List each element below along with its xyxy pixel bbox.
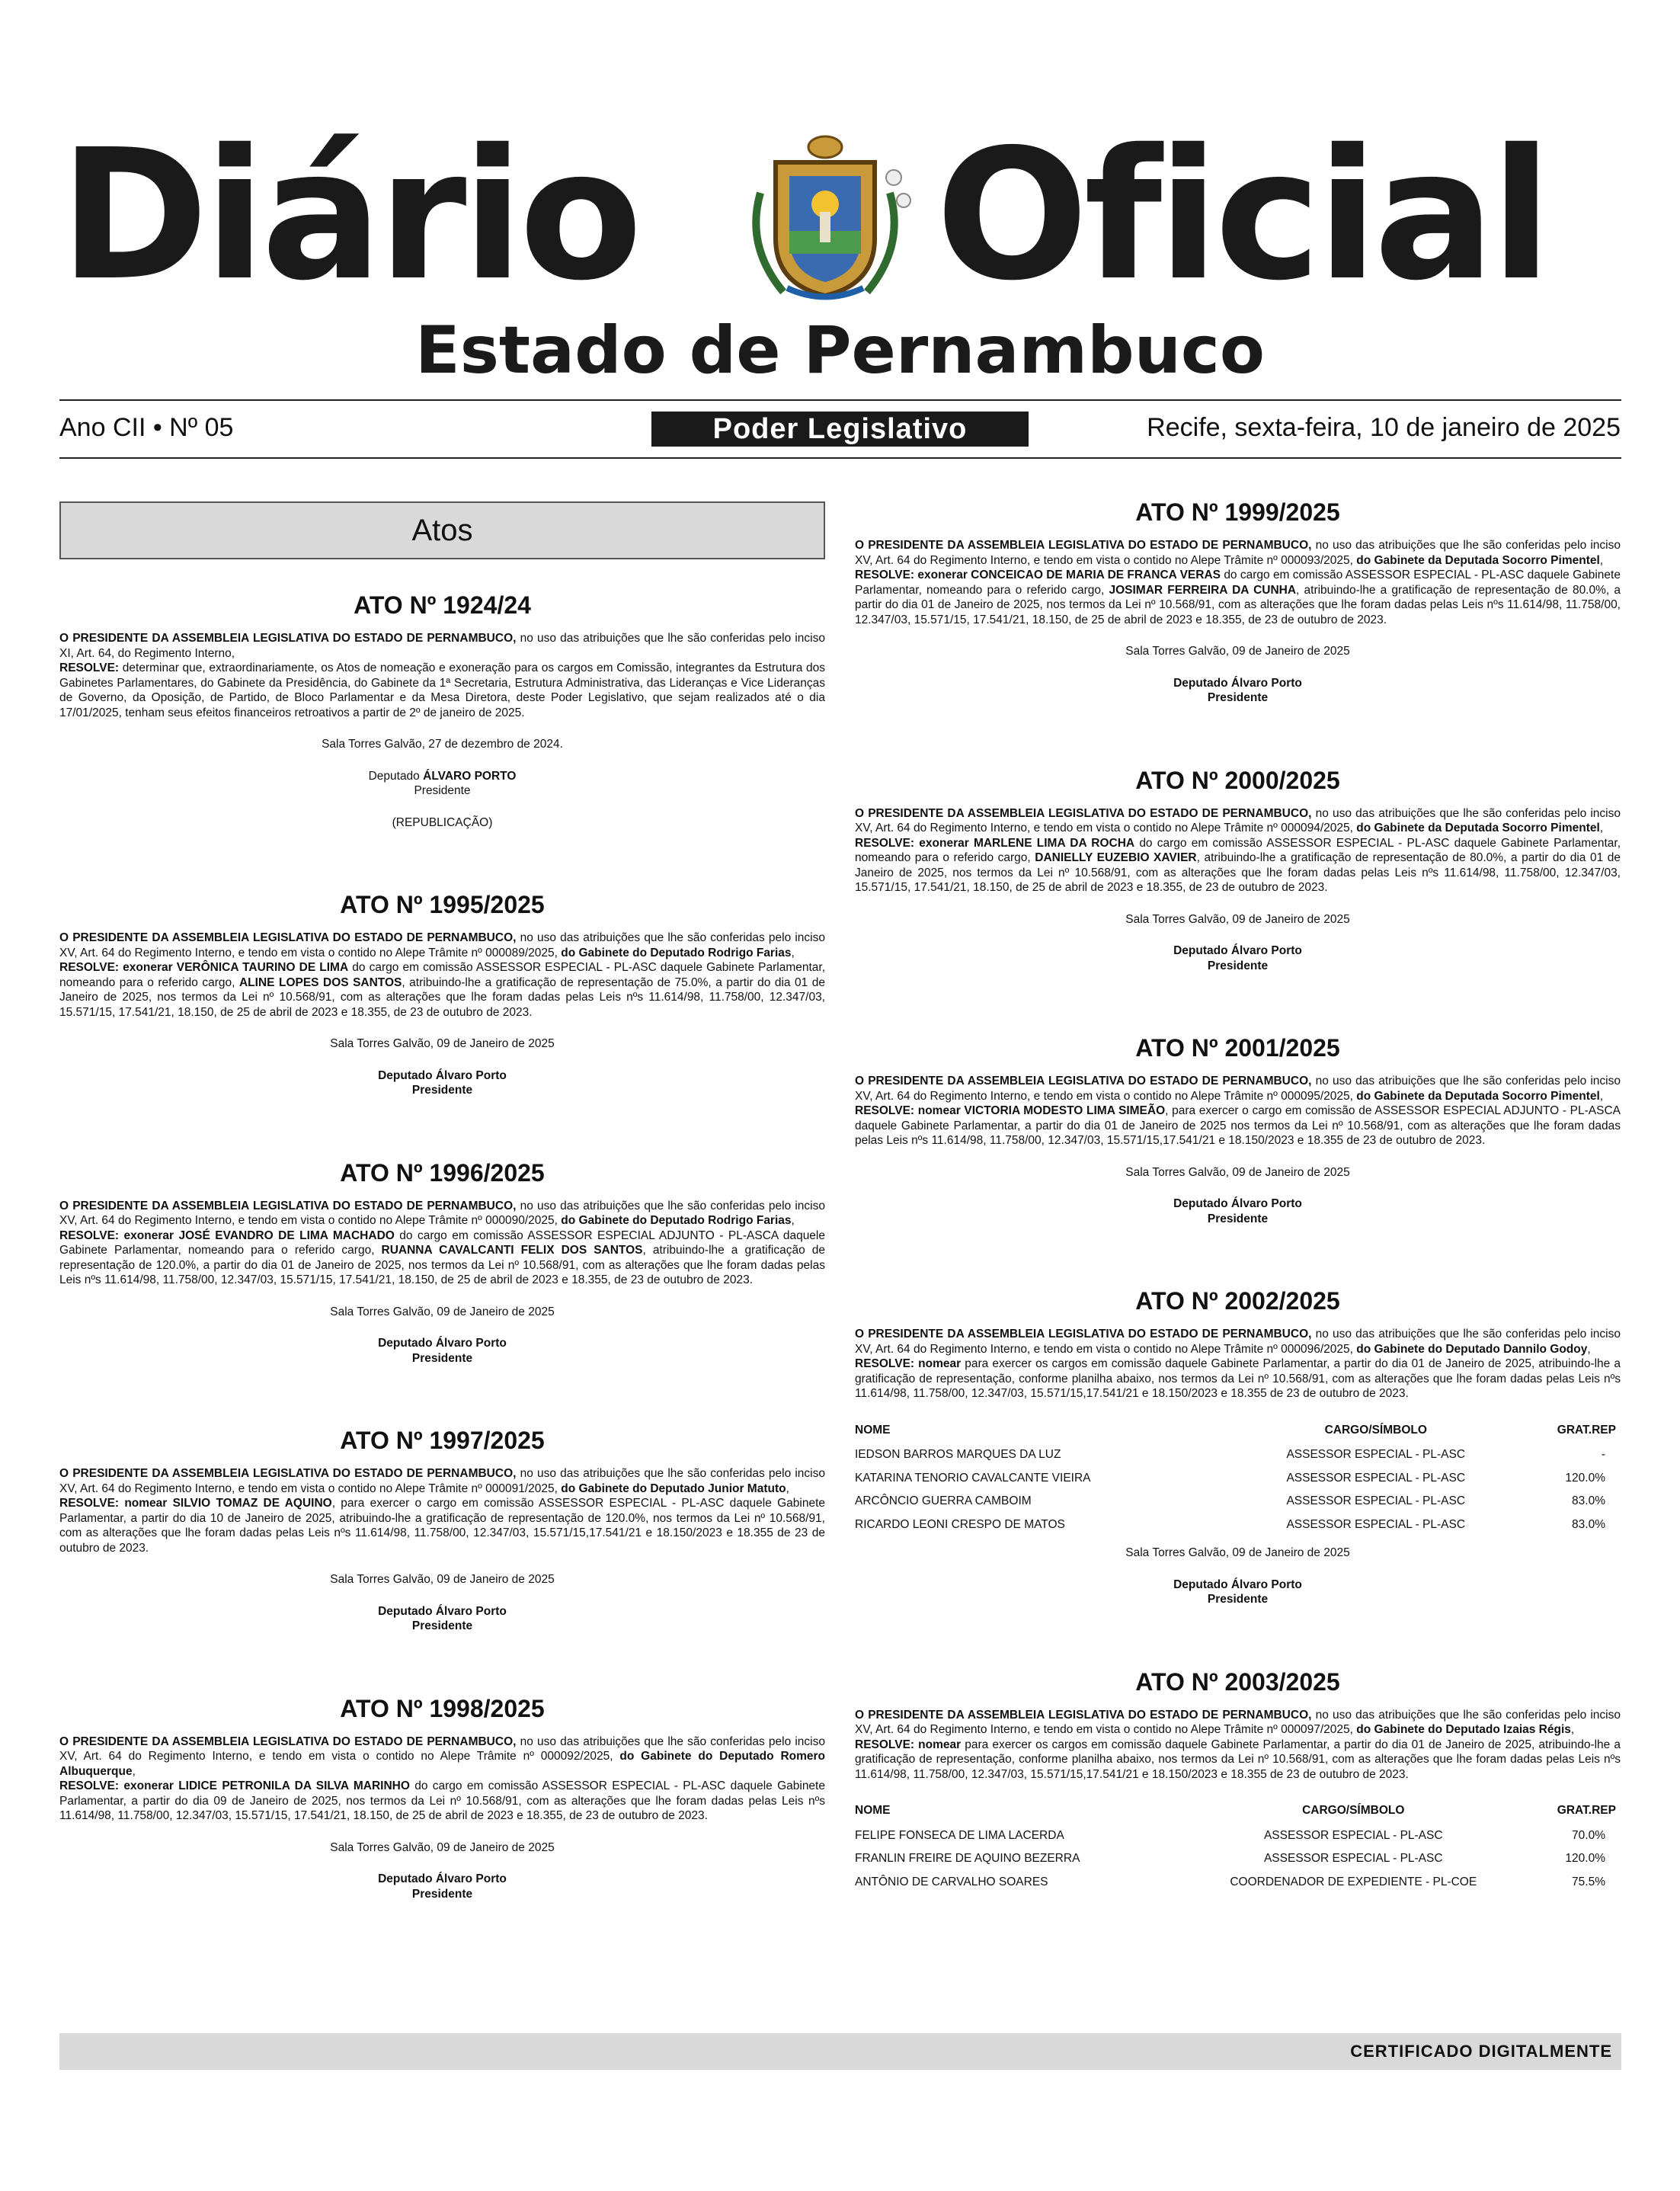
act-1924 [59, 590, 825, 830]
act-place-date: Sala Torres Galvão, 09 de Janeiro de 2025 [1125, 1546, 1350, 1559]
act-body: O PRESIDENTE DA ASSEMBLEIA LEGISLATIVA DO ESTADO DE PERNAMBUCO, no uso das atribuições que lhe são conferidas pelo inciso XV, Art. 64 do Regimento Interno, e tendo em vista o contido no Alepe Trâmite nº 000096/2025, do Gabinete do Deputado Dannilo Godoy, RESOLVE: nomear para exercer os cargos em comissão daquele Gabinete Parlamentar, a partir do dia 01 de Janeiro de 2025, atribuindo-lhe a gratificação de representação, conforme planilha abaixo, nos termos da Lei nº 10.568/91, com as alterações que lhe foram dadas pelas Leis nºs 11.614/98, 11.758/00, 12.347/03, 15.571/15,17.541/21 e 18.150/2023 e 18.355 de 23 de outubro de 2023. [855, 1328, 1621, 1400]
act-1998 [59, 1693, 825, 1902]
act-signature: Deputado Álvaro Porto Presidente [1173, 944, 1302, 972]
masthead-subtitle: Estado de Pernambuco [415, 312, 1265, 389]
issue-date: Recife, sexta-feira, 10 de janeiro de 2025 [1147, 413, 1621, 442]
act-place-date: Sala Torres Galvão, 09 de Janeiro de 2025 [1125, 645, 1350, 658]
act-body: O PRESIDENTE DA ASSEMBLEIA LEGISLATIVA DO ESTADO DE PERNAMBUCO, no uso das atribuições que lhe são conferidas pelo inciso XV, Art. 64 do Regimento Interno, e tendo em vista o contido no Alepe Trâmite nº 000089/2025, do Gabinete do Deputado Rodrigo Farias, RESOLVE: exonerar VERÔNICA TAURINO DE LIMA do cargo em comissão ASSESSOR ESPECIAL - PL-ASC daquele Gabinete Parlamentar, nomeando para o referido cargo, ALINE LOPES DOS SANTOS, atribuindo-lhe a gratificação de representação de 75.0%, a partir do dia 01 de Janeiro de 2025, nos termos da Lei nº 10.568/91, com as alterações que lhe foram dadas pelas Leis nºs 11.614/98, 11.758/00, 12.347/03, 15.571/15, 17.541/21, 18.150, de 25 de abril de 2023 e 18.355, de 23 de outubro de 2023. [59, 931, 826, 1019]
act-2003 [855, 1667, 1621, 1896]
act-place-date: Sala Torres Galvão, 27 de dezembro de 2024. [322, 738, 563, 751]
table-row: IEDSON BARROS MARQUES DA LUZ ASSESSOR ESPECIAL - PL-ASC - [855, 1448, 1605, 1461]
act-2002 [855, 1286, 1621, 1607]
digital-certificate-label: CERTIFICADO DIGITALMENTE [1350, 2042, 1612, 2061]
act-body: O PRESIDENTE DA ASSEMBLEIA LEGISLATIVA DO ESTADO DE PERNAMBUCO, no uso das atribuições que lhe são conferidas pelo inciso XV, Art. 64 do Regimento Interno, e tendo em vista o contido no Alepe Trâmite nº 000090/2025, do Gabinete do Deputado Rodrigo Farias, RESOLVE: exonerar JOSÉ EVANDRO DE LIMA MACHADO do cargo em comissão ASSESSOR ESPECIAL ADJUNTO - PL-ASCA daquele Gabinete Parlamentar, nomeando para o referido cargo, RUANNA CAVALCANTI FELIX DOS SANTOS, atribuindo-lhe a gratificação de representação de 120.0%, a partir do dia 01 de Janeiro de 2025, nos termos da Lei nº 10.568/91, com as alterações que lhe foram dadas pelas Leis nºs 11.614/98, 11.758/00, 12.347/03, 15.571/15, 17.541/21, 18.150, de 25 de abril de 2023 e 18.355, de 23 de outubro de 2023. [59, 1199, 825, 1286]
act-2000 [855, 765, 1621, 974]
act-1996 [59, 1158, 825, 1366]
act-title: ATO Nº 1995/2025 [340, 891, 545, 918]
act-title: ATO Nº 2000/2025 [1135, 766, 1340, 794]
title-oficial: Oficial [936, 111, 1548, 320]
masthead [59, 111, 1621, 320]
act-place-date: Sala Torres Galvão, 09 de Janeiro de 2025 [330, 1573, 555, 1586]
act-body: O PRESIDENTE DA ASSEMBLEIA LEGISLATIVA DO ESTADO DE PERNAMBUCO, no uso das atribuições que lhe são conferidas pelo inciso XV, Art. 64 do Regimento Interno, e tendo em vista o contido no Alepe Trâmite nº 000094/2025, do Gabinete da Deputada Socorro Pimentel, RESOLVE: exonerar MARLENE LIMA DA ROCHA do cargo em comissão ASSESSOR ESPECIAL - PL-ASC daquele Gabinete Parlamentar, nomeando para o referido cargo, DANIELLY EUZEBIO XAVIER, atribuindo-lhe a gratificação de representação de 80.0%, a partir do dia 01 de Janeiro de 2025, nos termos da Lei nº 10.568/91, com as alterações que lhe foram dadas pelas Leis nºs 11.614/98, 11.758/00, 12.347/03, 15.571/15, 17.541/21, 18.150, de 25 de abril de 2023 e 18.355, de 23 de outubro de 2023. [855, 806, 1621, 894]
act-2001 [855, 1033, 1621, 1226]
act-signature: Deputado Álvaro Porto Presidente [1173, 676, 1302, 704]
act-place-date: Sala Torres Galvão, 09 de Janeiro de 2025 [330, 1305, 555, 1318]
table-row: KATARINA TENORIO CAVALCANTE VIEIRA ASSESSOR ESPECIAL - PL-ASC 120.0% [855, 1471, 1605, 1485]
footer-bar [59, 2033, 1621, 2070]
act-1999 [855, 497, 1621, 706]
section-title: Atos [59, 501, 825, 559]
act-note: (REPUBLICAÇÃO) [392, 815, 493, 829]
left-column [59, 488, 825, 1901]
act-place-date: Sala Torres Galvão, 09 de Janeiro de 2025 [330, 1037, 555, 1050]
table-row: ARCÔNCIO GUERRA CAMBOIM ASSESSOR ESPECIAL - PL-ASC 83.0% [855, 1494, 1605, 1507]
act-signature: Deputado Álvaro Porto Presidente [378, 1604, 507, 1632]
act-title: ATO Nº 2001/2025 [1135, 1034, 1340, 1062]
appointments-table [855, 1799, 1621, 1895]
act-title: ATO Nº 1998/2025 [340, 1694, 545, 1722]
act-body: O PRESIDENTE DA ASSEMBLEIA LEGISLATIVA DO ESTADO DE PERNAMBUCO, no uso das atribuições que lhe são conferidas pelo inciso XV, Art. 64 do Regimento Interno, e tendo em vista o contido no Alepe Trâmite nº 000091/2025, do Gabinete do Deputado Junior Matuto, RESOLVE: nomear SILVIO TOMAZ DE AQUINO, para exercer o cargo em comissão ASSESSOR ESPECIAL - PL-ASC daquele Gabinete Parlamentar, a partir do dia 10 de Janeiro de 2025, atribuindo-lhe a gratificação de representação de 120.0%, nos termos da Lei nº 10.568/91, com as alterações que lhe foram dadas pelas Leis nºs 11.614/98, 11.758/00, 12.347/03, 15.571/15,17.541/21 e 18.150/2023 e 18.355 de 23 de outubro de 2023. [59, 1467, 825, 1555]
act-title: ATO Nº 1996/2025 [340, 1158, 545, 1187]
act-signature: Deputado Álvaro Porto Presidente [378, 1337, 507, 1365]
act-place-date: Sala Torres Galvão, 09 de Janeiro de 2025 [1125, 912, 1350, 926]
act-body: O PRESIDENTE DA ASSEMBLEIA LEGISLATIVA DO ESTADO DE PERNAMBUCO, no uso das atribuições que lhe são conferidas pelo inciso XI, Art. 64, do Regimento Interno, RESOLVE: determinar que, extraordinariamente, os Atos de nomeação e exoneração para os cargos em Comissão, integrantes da Estrutura dos Gabinetes Parlamentares, do Gabinete da Presidência, do Gabinete da 1ª Secretaria, Estrutura Administrativa, das Lideranças e Vice Lideranças de Governo, da Oposição, de Partido, de Bloco Parlamentar e da Mesa Diretora, deste Poder Legislativo, que sejam realizados até o dia 17/01/2025, tenham seus efeitos financeiros retroativos a partir de 2º de janeiro de 2025. [59, 632, 825, 719]
section-badge: Poder Legislativo [651, 412, 1029, 447]
act-signature: Deputado Álvaro Porto Presidente [1173, 1197, 1302, 1225]
act-1997 [59, 1425, 825, 1634]
title-diario: Diário [59, 111, 638, 320]
act-body: O PRESIDENTE DA ASSEMBLEIA LEGISLATIVA DO ESTADO DE PERNAMBUCO, no uso das atribuições que lhe são conferidas pelo inciso XV, Art. 64 do Regimento Interno, e tendo em vista o contido no Alepe Trâmite nº 000095/2025, do Gabinete da Deputada Socorro Pimentel, RESOLVE: nomear VICTORIA MODESTO LIMA SIMEÃO, para exercer o cargo em comissão de ASSESSOR ESPECIAL ADJUNTO - PL-ASCA daquele Gabinete Parlamentar, a partir do dia 01 de Janeiro de 2025 nos termos da Lei nº 10.568/91, com as alterações que lhe foram dadas pelas Leis nºs 11.614/98, 11.758/00, 12.347/03, 15.571/15,17.541/21 e 18.150/2023 e 18.355 de 23 de outubro de 2023. [855, 1075, 1621, 1147]
act-signature: Deputado Álvaro Porto Presidente [378, 1068, 507, 1097]
act-signature: Deputado ÁLVARO PORTO Presidente [368, 769, 517, 797]
act-title: ATO Nº 1997/2025 [340, 1427, 545, 1454]
header-rule-bottom [59, 457, 1621, 459]
act-body: O PRESIDENTE DA ASSEMBLEIA LEGISLATIVA DO ESTADO DE PERNAMBUCO, no uso das atribuições que lhe são conferidas pelo inciso XV, Art. 64 do Regimento Interno, e tendo em vista o contido no Alepe Trâmite nº 000092/2025, do Gabinete do Deputado Romero Albuquerque, RESOLVE: exonerar LIDICE PETRONILA DA SILVA MARINHO do cargo em comissão ASSESSOR ESPECIAL - PL-ASC daquele Gabinete Parlamentar, a partir do dia 09 de Janeiro de 2025, nos termos da Lei nº 10.568/91, com as alterações que lhe foram dadas pelas Leis nºs 11.614/98, 11.758/00, 12.347/03, 15.571/15, 17.541/21, 18.150, de 25 de abril de 2023 e 18.355, de 23 de outubro de 2023. [59, 1735, 826, 1822]
act-title: ATO Nº 2002/2025 [1135, 1287, 1340, 1315]
table-row: ANTÔNIO DE CARVALHO SOARES COORDENADOR DE EXPEDIENTE - PL-COE 75.5% [855, 1875, 1605, 1888]
act-place-date: Sala Torres Galvão, 09 de Janeiro de 2025 [1125, 1165, 1350, 1179]
act-signature: Deputado Álvaro Porto Presidente [1173, 1578, 1302, 1606]
table-row: RICARDO LEONI CRESPO DE MATOS ASSESSOR ESPECIAL - PL-ASC 83.0% [855, 1517, 1605, 1531]
act-signature: Deputado Álvaro Porto Presidente [378, 1872, 507, 1901]
act-body: O PRESIDENTE DA ASSEMBLEIA LEGISLATIVA DO ESTADO DE PERNAMBUCO, no uso das atribuições que lhe são conferidas pelo inciso XV, Art. 64 do Regimento Interno, e tendo em vista o contido no Alepe Trâmite nº 000097/2025, do Gabinete do Deputado Izaias Régis, RESOLVE: nomear para exercer os cargos em comissão daquele Gabinete Parlamentar, a partir do dia 01 de Janeiro de 2025, atribuindo-lhe a gratificação de representação, conforme planilha abaixo, nos termos da Lei nº 10.568/91, com as alterações que lhe foram dadas pelas Leis nºs 11.614/98, 11.758/00, 12.347/03, 15.571/15,17.541/21 e 18.150/2023 e 18.355 de 23 de outubro de 2023. [855, 1708, 1621, 1781]
header-rule-top [59, 399, 1621, 401]
pernambuco-coat-of-arms-icon [730, 132, 920, 307]
act-place-date: Sala Torres Galvão, 09 de Janeiro de 2025 [330, 1840, 555, 1854]
act-body: O PRESIDENTE DA ASSEMBLEIA LEGISLATIVA DO ESTADO DE PERNAMBUCO, no uso das atribuições que lhe são conferidas pelo inciso XV, Art. 64 do Regimento Interno, e tendo em vista o contido no Alepe Trâmite nº 000093/2025, do Gabinete da Deputada Socorro Pimentel, RESOLVE: exonerar CONCEICAO DE MARIA DE FRANCA VERAS do cargo em comissão ASSESSOR ESPECIAL - PL-ASC daquele Gabinete Parlamentar, nomeando para o referido cargo, JOSIMAR FERREIRA DA CUNHA, atribuindo-lhe a gratificação de representação de 80.0%, a partir do dia 01 de Janeiro de 2025, nos termos da Lei nº 10.568/91, com as alterações que lhe foram dadas pelas Leis nºs 11.614/98, 11.758/00, 12.347/03, 15.571/15, 17.541/21, 18.150, de 25 de abril de 2023 e 18.355, de 23 de outubro de 2023. [855, 539, 1621, 626]
table-header-row: NOME CARGO/SÍMBOLO GRAT.REP [855, 1804, 1616, 1817]
act-title: ATO Nº 1999/2025 [1135, 498, 1340, 526]
act-title: ATO Nº 2003/2025 [1135, 1667, 1340, 1696]
table-row: FRANLIN FREIRE DE AQUINO BEZERRA ASSESSOR ESPECIAL - PL-ASC 120.0% [855, 1852, 1605, 1865]
table-row: FELIPE FONSECA DE LIMA LACERDA ASSESSOR ESPECIAL - PL-ASC 70.0% [855, 1828, 1605, 1842]
table-header-row: NOME CARGO/SÍMBOLO GRAT.REP [855, 1423, 1616, 1437]
right-column [855, 488, 1621, 1895]
act-1995 [59, 889, 825, 1098]
issue-number: Ano CII • Nº 05 [59, 413, 234, 442]
act-title: ATO Nº 1924/24 [354, 591, 531, 619]
appointments-table [855, 1418, 1621, 1539]
